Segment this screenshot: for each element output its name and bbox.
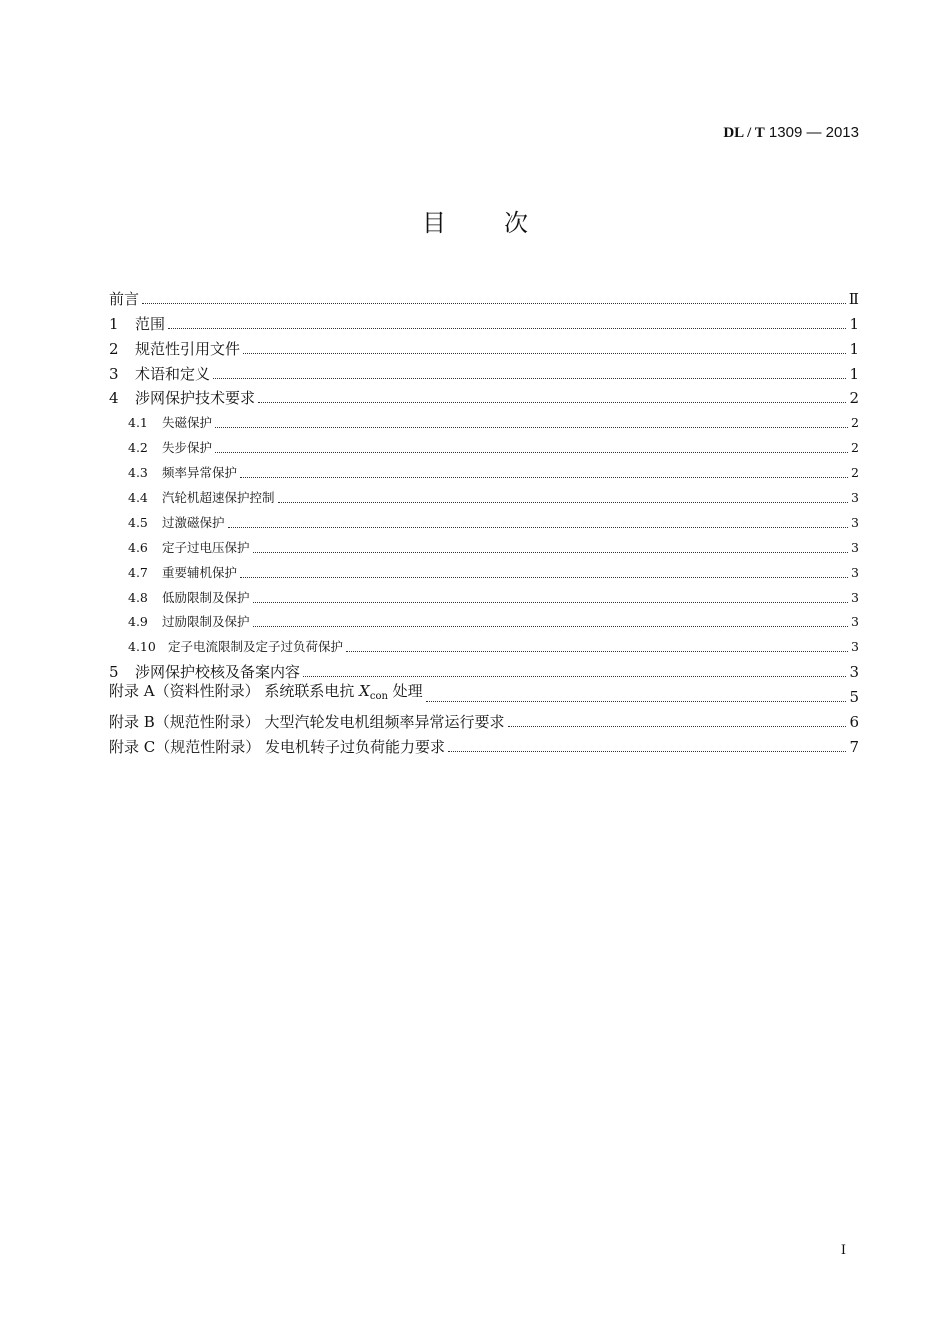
toc-entry-page: 1: [849, 364, 859, 383]
toc-entry[interactable]: [109, 657, 859, 682]
toc-entry-number: 4.9: [128, 614, 148, 630]
toc-entry-number: 3: [109, 364, 119, 383]
toc-entry-number: 4.6: [128, 539, 148, 555]
toc-entry[interactable]: [109, 682, 859, 707]
toc-leader: [426, 701, 847, 702]
appendix-a-tail: 处理: [387, 682, 423, 701]
toc-entry-page: 1: [849, 339, 859, 358]
toc-leader: [215, 452, 848, 453]
toc-entry[interactable]: [109, 732, 859, 757]
toc-entry-page: Ⅱ: [848, 289, 859, 308]
toc-entry-page: 3: [851, 514, 859, 530]
toc-entry[interactable]: [109, 533, 859, 558]
toc-entry-page: 3: [851, 639, 859, 655]
toc-entry-page: 3: [851, 490, 859, 506]
toc-entry-number: 4.5: [128, 514, 148, 530]
toc-entry[interactable]: [109, 334, 859, 359]
toc-entry-number: 4: [109, 389, 119, 408]
toc-entry-label: 规范性引用文件: [135, 339, 241, 358]
toc-entry[interactable]: [109, 483, 859, 508]
toc-entry-page: 2: [849, 389, 859, 408]
toc-entry-label: 低励限制及保护: [162, 589, 250, 605]
toc-entry-number: 4.2: [128, 440, 148, 456]
toc-entry-number: 1: [109, 314, 119, 333]
toc-entry[interactable]: [109, 359, 859, 384]
toc-entry-page: 3: [851, 564, 859, 580]
toc-entry-label: 前言: [109, 289, 140, 308]
toc-entry-label: 附录 C（规范性附录） 发电机转子过负荷能力要求: [109, 737, 446, 756]
toc-entry-page: 3: [851, 539, 859, 555]
toc-leader: [142, 303, 846, 304]
toc-leader: [168, 328, 846, 329]
toc-entry-number: 4.3: [128, 465, 148, 481]
toc-leader: [243, 353, 846, 354]
toc-leader: [346, 651, 848, 652]
toc-entry-label: 失步保护: [162, 440, 213, 456]
toc-entry-number: 4.8: [128, 589, 148, 605]
standard-code: [723, 124, 859, 142]
toc-entry-label: 术语和定义: [135, 364, 211, 383]
toc-leader: [240, 477, 848, 478]
toc-entry-label: 定子过电压保护: [162, 539, 250, 555]
toc-entry[interactable]: [109, 707, 859, 732]
toc-entry-page: 2: [851, 465, 859, 481]
toc-entry-label: 附录 B（规范性附录） 大型汽轮发电机组频率异常运行要求: [109, 713, 505, 732]
toc-entry[interactable]: [109, 309, 859, 334]
footer-page-number: I: [840, 1243, 846, 1258]
toc-entry-label: 过励限制及保护: [162, 614, 250, 630]
toc-entry-number: 5: [109, 663, 119, 682]
toc-entry[interactable]: [109, 558, 859, 583]
toc-entry[interactable]: [109, 284, 859, 309]
toc-entry[interactable]: [109, 583, 859, 608]
toc-leader: [240, 577, 848, 578]
toc-entry-page: 3: [851, 589, 859, 605]
toc-entry-number: 2: [109, 339, 119, 358]
toc-entry-page: 2: [851, 415, 859, 431]
toc-entry[interactable]: [109, 508, 859, 533]
toc-entry-page: 7: [849, 737, 859, 756]
toc-leader: [258, 402, 846, 403]
toc-leader: [213, 378, 846, 379]
toc-entry-number: 4.7: [128, 564, 148, 580]
toc-leader: [448, 751, 846, 752]
toc-entry-label: 过激磁保护: [162, 514, 225, 530]
toc-entry-page: 1: [849, 314, 859, 333]
toc-entry-page: 3: [849, 663, 859, 682]
toc-entry[interactable]: [109, 608, 859, 633]
toc-leader: [508, 726, 847, 727]
toc-entry[interactable]: [109, 408, 859, 433]
toc-entry-label: [109, 681, 423, 707]
standard-code-prefix: DL / T: [723, 125, 765, 141]
toc-entry-page: 6: [849, 713, 859, 732]
toc-entry[interactable]: [109, 433, 859, 458]
toc-entry-label: 重要辅机保护: [162, 564, 238, 580]
toc-leader: [253, 552, 848, 553]
toc-entry-label: 汽轮机超速保护控制: [162, 490, 275, 506]
toc-entry-label: 失磁保护: [162, 415, 213, 431]
toc-title: 目次: [422, 209, 586, 237]
toc-leader: [253, 626, 848, 627]
toc-entry[interactable]: [109, 384, 859, 409]
toc-leader: [228, 527, 848, 528]
toc-entry-number: 4.4: [128, 490, 148, 506]
toc-entry-page: 2: [851, 440, 859, 456]
toc-entry-label: 范围: [135, 314, 166, 333]
reactance-subscript: con: [369, 691, 388, 703]
toc-leader: [278, 502, 848, 503]
toc-leader: [253, 602, 848, 603]
toc-entry-label: 定子电流限制及定子过负荷保护: [168, 639, 344, 655]
reactance-symbol: X: [359, 682, 370, 701]
toc-entry-number: 4.10: [128, 639, 156, 655]
toc-entry-label: 频率异常保护: [162, 465, 238, 481]
toc-leader: [215, 427, 848, 428]
toc-entry-page: 5: [849, 688, 859, 707]
table-of-contents: [109, 284, 859, 757]
appendix-a-text: 附录 A（资料性附录） 系统联系电抗: [109, 682, 355, 701]
toc-entry[interactable]: [109, 632, 859, 657]
toc-entry-label: 涉网保护校核及备案内容: [135, 663, 301, 682]
toc-entry-page: 3: [851, 614, 859, 630]
toc-entry-number: 4.1: [128, 415, 148, 431]
standard-code-number: 1309 — 2013: [768, 124, 859, 141]
toc-entry-label: 涉网保护技术要求: [135, 389, 256, 408]
toc-entry[interactable]: [109, 458, 859, 483]
toc-leader: [303, 676, 846, 677]
